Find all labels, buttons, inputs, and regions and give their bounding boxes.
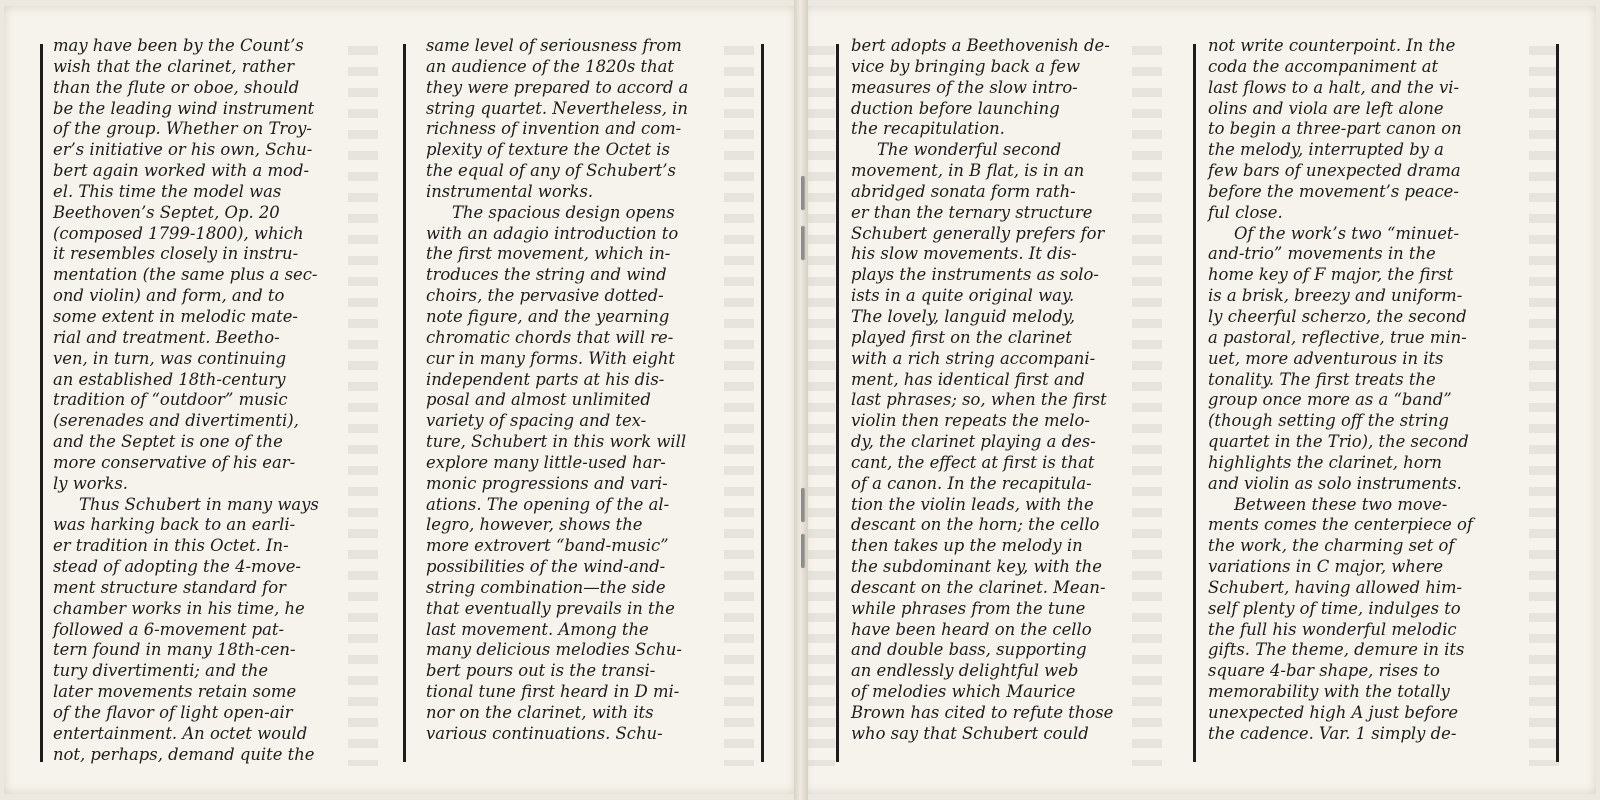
text-line: entertainment. An octet would: [53, 723, 308, 743]
column-rule: [1193, 44, 1196, 762]
text-line: Schubert generally prefers for: [851, 223, 1105, 243]
text-line: ond violin) and form, and to: [53, 286, 285, 306]
text-line: plays the instruments as solo-: [851, 265, 1099, 285]
text-line: home key of F major, the first: [1208, 265, 1454, 285]
text-column-2: [426, 36, 738, 745]
text-line: wish that the clarinet, rather: [53, 56, 295, 76]
text-line: descant on the clarinet. Mean-: [851, 577, 1106, 597]
text-line: the melody, interrupted by a: [1208, 140, 1444, 160]
text-line: string quartet. Nevertheless, in: [426, 98, 688, 118]
text-line: Thus Schubert in many ways: [79, 494, 319, 514]
text-line: a pastoral, reflective, true min-: [1208, 327, 1467, 347]
text-line: the cadence. Var. 1 simply de-: [1208, 723, 1457, 743]
text-line: (though setting off the string: [1208, 411, 1449, 431]
text-line: explore many little-used har-: [426, 452, 666, 472]
text-line: rial and treatment. Beetho-: [53, 327, 280, 347]
text-line: er than the ternary structure: [851, 202, 1093, 222]
text-line: ly works.: [53, 473, 128, 493]
text-line: while phrases from the tune: [851, 598, 1086, 618]
text-line: cant, the effect at first is that: [851, 452, 1095, 472]
staple: [801, 176, 804, 210]
text-line: troduces the string and wind: [426, 265, 667, 285]
text-line: more extrovert “band-music”: [426, 536, 669, 556]
column-rule: [1556, 44, 1559, 762]
text-line: variety of spacing and tex-: [426, 411, 647, 431]
text-line: ful close.: [1208, 202, 1283, 222]
text-line: monic progressions and vari-: [426, 473, 668, 493]
text-line: ly cheerful scherzo, the second: [1208, 306, 1467, 326]
text-line: tional tune first heard in D mi-: [426, 682, 680, 702]
text-line: ment, has identical first and: [851, 369, 1085, 389]
text-line: may have been by the Count’s: [53, 36, 304, 55]
text-line: chamber works in his time, he: [53, 598, 305, 618]
text-line: measures of the slow intro-: [851, 77, 1078, 97]
text-line: to begin a three-part canon on: [1208, 119, 1462, 139]
text-line: violin then repeats the melo-: [851, 411, 1090, 431]
text-line: coda the accompaniment at: [1208, 56, 1439, 76]
text-line: of melodies which Maurice: [851, 682, 1076, 702]
text-line: memorability with the totally: [1208, 682, 1450, 702]
text-line: it resembles closely in instru-: [53, 244, 299, 264]
text-line: was harking back to an earli-: [53, 515, 296, 535]
text-line: dy, the clarinet playing a des-: [851, 432, 1096, 452]
text-line: the first movement, which in-: [426, 244, 671, 264]
text-line: that eventually prevails in the: [426, 598, 675, 618]
text-line: Of the work’s two “minuet-: [1234, 223, 1460, 243]
text-line: ments comes the centerpiece of: [1208, 515, 1473, 535]
text-line: various continuations. Schu-: [426, 723, 663, 743]
text-line: ven, in turn, was continuing: [53, 348, 287, 368]
text-line: the recapitulation.: [851, 119, 1005, 139]
text-line: string combination—the side: [426, 577, 666, 597]
text-line: nor on the clarinet, with its: [426, 703, 654, 722]
text-line: with a rich string accompani-: [851, 348, 1096, 368]
text-line: quartet in the Trio), the second: [1208, 432, 1469, 452]
text-line: ment structure standard for: [53, 577, 286, 597]
text-line: legro, however, shows the: [426, 515, 643, 535]
text-line: richness of invention and com-: [426, 119, 682, 139]
text-line: the work, the charming set of: [1208, 536, 1455, 556]
text-line: and violin as solo instruments.: [1208, 473, 1462, 493]
text-line: (composed 1799-1800), which: [53, 223, 304, 243]
text-line: er tradition in this Octet. In-: [53, 536, 289, 556]
text-line: highlights the clarinet, horn: [1208, 452, 1442, 472]
text-line: possibilities of the wind-and-: [426, 557, 666, 577]
text-column-3: [851, 36, 1163, 745]
text-line: ations. The opening of the al-: [426, 494, 670, 514]
text-line: stead of adopting the 4-move-: [53, 557, 301, 577]
text-line: not, perhaps, demand quite the: [53, 744, 315, 764]
text-line: square 4-bar shape, rises to: [1208, 661, 1440, 681]
text-line: many delicious melodies Schu-: [426, 640, 682, 660]
text-line: unexpected high A just before: [1208, 703, 1459, 722]
text-line: same level of seriousness from: [426, 36, 682, 55]
text-line: choirs, the pervasive dotted-: [426, 286, 664, 306]
text-column-4: [1208, 36, 1520, 745]
text-line: vice by bringing back a few: [851, 56, 1081, 76]
text-line: gifts. The theme, demure in its: [1208, 640, 1465, 660]
text-line: descant on the horn; the cello: [851, 515, 1100, 535]
text-line: of the flavor of light open-air: [53, 703, 293, 722]
text-line: note figure, and the yearning: [426, 306, 670, 326]
text-line: the subdominant key, with the: [851, 557, 1102, 577]
text-line: plexity of texture the Octet is: [426, 140, 670, 160]
text-line: of the group. Whether on Troy-: [53, 119, 312, 139]
text-line: before the movement’s peace-: [1208, 181, 1459, 201]
text-line: The spacious design opens: [452, 202, 675, 222]
text-line: later movements retain some: [53, 682, 297, 702]
text-line: uet, more adventurous in its: [1208, 348, 1444, 368]
text-line: last phrases; so, when the first: [851, 390, 1107, 410]
text-line: The lovely, languid melody,: [851, 306, 1075, 326]
text-line: the full his wonderful melodic: [1208, 619, 1457, 639]
text-line: and-trio” movements in the: [1208, 244, 1436, 264]
show-through-text: [805, 46, 835, 766]
column-rule: [40, 44, 43, 762]
text-line: be the leading wind instrument: [53, 98, 315, 118]
text-line: some extent in melodic mate-: [53, 306, 298, 326]
text-line: last flows to a halt, and the vi-: [1208, 77, 1460, 97]
text-line: er’s initiative or his own, Schu-: [53, 140, 313, 160]
text-line: bert adopts a Beethovenish de-: [851, 36, 1110, 55]
text-line: self plenty of time, indulges to: [1208, 598, 1461, 618]
text-line: tern found in many 18th-cen-: [53, 640, 296, 660]
text-line: played first on the clarinet: [851, 327, 1072, 347]
text-line: posal and almost unlimited: [426, 390, 651, 410]
text-line: not write counterpoint. In the: [1208, 36, 1456, 55]
text-line: instrumental works.: [426, 181, 594, 201]
text-line: independent parts at his dis-: [426, 369, 665, 389]
text-line: is a brisk, breezy and uniform-: [1208, 286, 1463, 306]
text-line: an established 18th-century: [53, 369, 286, 389]
text-line: ture, Schubert in this work will: [426, 432, 687, 452]
text-line: tion the violin leads, with the: [851, 494, 1094, 514]
text-line: el. This time the model was: [53, 181, 282, 201]
text-line: duction before launching: [851, 98, 1060, 118]
text-line: mentation (the same plus a sec-: [53, 265, 318, 285]
column-rule: [836, 44, 839, 762]
spine-gutter: [794, 0, 808, 800]
text-line: cur in many forms. With eight: [426, 348, 676, 368]
text-line: The wonderful second: [877, 140, 1062, 160]
text-line: bert pours out is the transi-: [426, 661, 656, 681]
column-rule: [403, 44, 406, 762]
text-line: chromatic chords that will re-: [426, 327, 674, 347]
staple: [801, 488, 804, 522]
staple: [801, 226, 804, 260]
text-line: tradition of “outdoor” music: [53, 390, 288, 410]
text-line: Brown has cited to refute those: [851, 703, 1114, 722]
text-line: variations in C major, where: [1208, 557, 1444, 577]
text-line: ists in a quite original way.: [851, 286, 1075, 306]
text-line: with an adagio introduction to: [426, 223, 679, 243]
text-line: group once more as a “band”: [1208, 390, 1452, 410]
text-line: the equal of any of Schubert’s: [426, 161, 676, 181]
text-line: tury divertimenti; and the: [53, 661, 269, 681]
text-line: followed a 6-movement pat-: [53, 619, 285, 639]
text-line: an endlessly delightful web: [851, 661, 1079, 681]
text-line: then takes up the melody in: [851, 536, 1083, 556]
show-through-text: [1529, 46, 1559, 766]
text-line: few bars of unexpected drama: [1208, 161, 1461, 181]
text-line: tonality. The first treats the: [1208, 369, 1436, 389]
text-line: Between these two move-: [1234, 494, 1448, 514]
text-line: an audience of the 1820s that: [426, 56, 674, 76]
text-line: Schubert, having allowed him-: [1208, 577, 1463, 597]
text-line: than the flute or oboe, should: [53, 77, 300, 97]
text-line: more conservative of his ear-: [53, 452, 296, 472]
text-line: abridged sonata form rath-: [851, 181, 1076, 201]
staple: [801, 534, 804, 568]
text-line: Beethoven’s Septet, Op. 20: [53, 202, 280, 222]
text-line: last movement. Among the: [426, 619, 649, 639]
column-rule: [761, 44, 764, 762]
text-line: who say that Schubert could: [851, 723, 1089, 743]
text-column-1: [53, 36, 365, 766]
text-line: (serenades and divertimenti),: [53, 411, 299, 431]
text-line: of a canon. In the recapitula-: [851, 473, 1092, 493]
text-line: bert again worked with a mod-: [53, 161, 309, 181]
text-line: and double bass, supporting: [851, 640, 1087, 660]
text-line: olins and viola are left alone: [1208, 98, 1444, 118]
text-line: they were prepared to accord a: [426, 77, 689, 97]
text-line: have been heard on the cello: [851, 619, 1092, 639]
text-line: and the Septet is one of the: [53, 432, 283, 452]
text-line: his slow movements. It dis-: [851, 244, 1077, 264]
text-line: movement, in B flat, is in an: [851, 161, 1085, 181]
